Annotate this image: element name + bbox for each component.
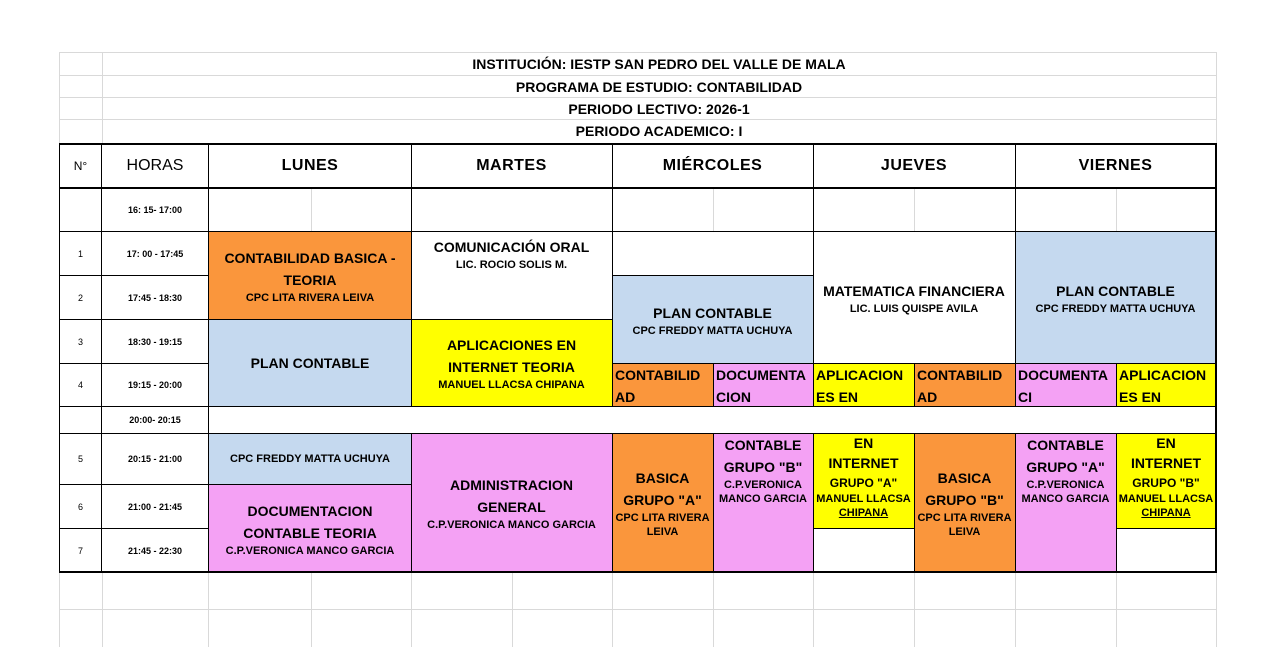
class-block-comunicacion-oral[interactable] [411, 189, 612, 319]
gridline [612, 573, 613, 647]
gridline [102, 573, 103, 647]
class-teacher: MANUEL LLACSA [816, 493, 911, 505]
class-teacher: C.P.VERONICA [1026, 479, 1105, 491]
school-period: PERIODO LECTIVO: 2026-1 [568, 101, 750, 117]
row-hour: 19:15 - 20:00 [127, 380, 183, 390]
column-header-number: N° [73, 159, 88, 173]
class-block-contabilidad-basica[interactable] [209, 232, 411, 319]
class-title: GRUPO "B" [723, 459, 803, 475]
class-block-plan-contable[interactable] [612, 276, 813, 363]
table-border [813, 143, 814, 407]
class-teacher: LEIVA [948, 526, 981, 538]
table-border [59, 319, 612, 320]
class-teacher: CHIPANA [838, 507, 889, 519]
table-border [59, 433, 1217, 434]
table-border [612, 433, 613, 573]
table-border [1116, 363, 1117, 407]
column-header-hours: HORAS [126, 157, 184, 174]
class-title: EN [853, 435, 874, 451]
class-teacher: C.P.VERONICA MANCO GARCIA [427, 519, 596, 531]
class-title: BASICA [937, 470, 992, 486]
class-title: CONTABLE [724, 437, 802, 453]
table-border [59, 406, 1217, 407]
class-title: ADMINISTRACION [450, 477, 573, 493]
class-title: PLAN CONTABLE [1056, 282, 1175, 299]
class-title: INTERNET [1131, 455, 1201, 471]
class-block-aplicaciones[interactable] [1116, 364, 1216, 406]
class-title: ES EN [1119, 389, 1162, 405]
table-border [813, 528, 914, 529]
class-block-plan-contable[interactable] [1015, 232, 1216, 363]
gridline [813, 573, 814, 647]
row-hour: 18:30 - 19:15 [127, 336, 183, 347]
row-number [59, 189, 102, 231]
class-title: CONTABILIDAD BASICA - [224, 249, 396, 266]
row-number: 6 [77, 501, 83, 512]
class-block-administracion[interactable] [411, 434, 612, 572]
class-teacher: MANUEL LLACSA CHIPANA [438, 379, 585, 391]
class-title: MATEMATICA FINANCIERA [823, 282, 1005, 299]
class-teacher: LEIVA [646, 526, 679, 538]
program-title: PROGRAMA DE ESTUDIO: CONTABILIDAD [515, 79, 803, 95]
row-number [59, 407, 102, 433]
class-teacher: LIC. ROCIO SOLIS M. [455, 259, 568, 271]
table-border [59, 143, 1217, 145]
table-border [612, 275, 813, 276]
column-header-friday: VIERNES [1078, 157, 1153, 174]
class-teacher: LIC. LUIS QUISPE AVILA [849, 302, 979, 315]
class-block-internet-a[interactable] [813, 434, 914, 528]
gridline [1015, 573, 1016, 647]
class-block-freddy[interactable] [209, 434, 411, 484]
table-border [612, 143, 613, 407]
table-border [208, 143, 209, 573]
row-hour: 16: 15- 17:00 [127, 205, 183, 215]
table-border [914, 433, 915, 573]
class-teacher: CPC FREDDY MATTA UCHUYA [230, 453, 390, 465]
class-title: PLAN CONTABLE [250, 355, 370, 371]
class-title: AD [917, 389, 938, 405]
table-border [59, 187, 1217, 189]
table-border [59, 363, 209, 364]
class-title: INTERNET [828, 455, 899, 471]
class-teacher: CPC LITA RIVERA [917, 512, 1012, 524]
row-number: 4 [77, 380, 83, 390]
column-header-wednesday: MIÉRCOLES [662, 157, 763, 174]
table-border [59, 571, 1217, 573]
row-number: 7 [77, 545, 83, 556]
row-number: 2 [77, 292, 83, 303]
gridline [311, 573, 312, 647]
class-teacher: CPC LITA RIVERA [615, 512, 710, 524]
class-title: GRUPO "A" [623, 492, 702, 508]
class-block-documentacion[interactable] [209, 485, 411, 572]
class-teacher: MANCO GARCIA [1021, 493, 1110, 505]
row-number: 3 [77, 336, 83, 347]
class-title: EN [1156, 435, 1176, 451]
table-border [1215, 143, 1217, 573]
row-hour: 20:15 - 21:00 [127, 454, 183, 464]
class-title: CION [716, 389, 751, 405]
class-block-contable-a[interactable] [1015, 434, 1116, 572]
class-title: GRUPO "A" [829, 476, 898, 490]
class-title: ES EN [816, 389, 859, 405]
class-title: AD [615, 389, 636, 405]
class-block-basica-b[interactable] [914, 434, 1015, 572]
class-title: TEORIA [283, 271, 337, 288]
table-border [59, 143, 60, 573]
row-hour: 21:00 - 21:45 [127, 501, 183, 512]
class-title: INTERNET TEORIA [448, 359, 575, 375]
table-border [713, 433, 714, 573]
column-header-tuesday: MARTES [476, 157, 547, 174]
class-teacher: C.P.VERONICA [723, 479, 803, 491]
row-hour: 21:45 - 22:30 [127, 545, 183, 556]
gridline [411, 573, 412, 647]
class-teacher: MANCO GARCIA [719, 493, 807, 505]
table-border [1015, 143, 1016, 407]
table-border [914, 363, 915, 407]
class-teacher: CPC FREDDY MATTA UCHUYA [1035, 302, 1196, 315]
class-block-matematica[interactable] [813, 232, 1015, 363]
gridline [713, 189, 714, 231]
table-border [59, 275, 209, 276]
institution-title: INSTITUCIÓN: IESTP SAN PEDRO DEL VALLE DE MALA [472, 56, 846, 72]
class-title: BASICA [635, 470, 690, 486]
class-teacher: CHIPANA [1141, 507, 1191, 519]
table-border [59, 231, 1217, 232]
gridline [713, 573, 714, 647]
class-title: CONTABLE TEORIA [243, 524, 377, 541]
gridline [208, 573, 209, 647]
class-block-documentacion[interactable] [1015, 364, 1116, 406]
class-title: CONTABLE [1027, 437, 1104, 453]
table-border [1015, 433, 1016, 573]
table-border [813, 433, 814, 573]
gridline [59, 609, 1216, 610]
gridline [914, 189, 915, 231]
class-block-documentacion[interactable] [713, 364, 813, 406]
row-hour: 20:00- 20:15 [129, 415, 181, 425]
class-title: PLAN CONTABLE [653, 304, 772, 321]
class-title: APLICACION [816, 367, 904, 383]
class-block-plan-contable[interactable] [209, 320, 411, 406]
class-title: DOCUMENTA [716, 367, 806, 383]
class-block-contable-b[interactable] [713, 434, 813, 572]
table-border [1116, 528, 1217, 529]
class-title: DOCUMENTACION [247, 502, 373, 519]
table-border [411, 143, 412, 407]
row-hour: 17: 00 - 17:45 [126, 248, 184, 259]
table-border [101, 143, 102, 573]
class-block-contabilidad[interactable] [612, 364, 713, 406]
class-title: GRUPO "A" [1026, 459, 1105, 475]
class-title: COMUNICACIÓN ORAL [433, 239, 590, 255]
column-header-thursday: JUEVES [880, 157, 948, 174]
class-title: APLICACION [1119, 367, 1207, 383]
academic-period: PERIODO ACADEMICO: I [575, 123, 743, 139]
row-number: 1 [77, 248, 83, 259]
gridline [1116, 189, 1117, 231]
table-border [59, 484, 412, 485]
class-teacher: CPC LITA RIVERA LEIVA [245, 291, 375, 304]
class-title: GRUPO "B" [1132, 476, 1200, 490]
class-block-aplicaciones-internet[interactable] [411, 320, 612, 406]
class-title: CONTABILID [917, 367, 1003, 383]
gridline [914, 573, 915, 647]
class-title: GRUPO "B" [925, 492, 1004, 508]
row-number: 5 [77, 454, 83, 464]
class-block-aplicaciones[interactable] [813, 364, 914, 406]
class-title: GENERAL [477, 499, 546, 515]
row-hour: 17:45 - 18:30 [127, 292, 183, 303]
class-title: CI [1018, 389, 1032, 405]
table-border [59, 528, 209, 529]
column-header-monday: LUNES [281, 157, 339, 174]
class-block-contabilidad[interactable] [914, 364, 1015, 406]
table-border [713, 363, 714, 407]
gridline [311, 189, 312, 231]
class-block-basica-a[interactable] [612, 434, 713, 572]
class-teacher: MANUEL LLACSA [1118, 493, 1214, 505]
gridline [512, 573, 513, 647]
class-title: CONTABILID [615, 367, 701, 383]
class-title: APLICACIONES EN [446, 337, 577, 353]
gridline [1116, 573, 1117, 647]
class-title: DOCUMENTA [1018, 367, 1108, 383]
class-teacher: CPC FREDDY MATTA UCHUYA [632, 324, 793, 337]
class-block-internet-b[interactable] [1116, 434, 1216, 528]
table-border [411, 433, 412, 573]
class-teacher: C.P.VERONICA MANCO GARCIA [225, 544, 395, 557]
table-border [1116, 433, 1117, 573]
